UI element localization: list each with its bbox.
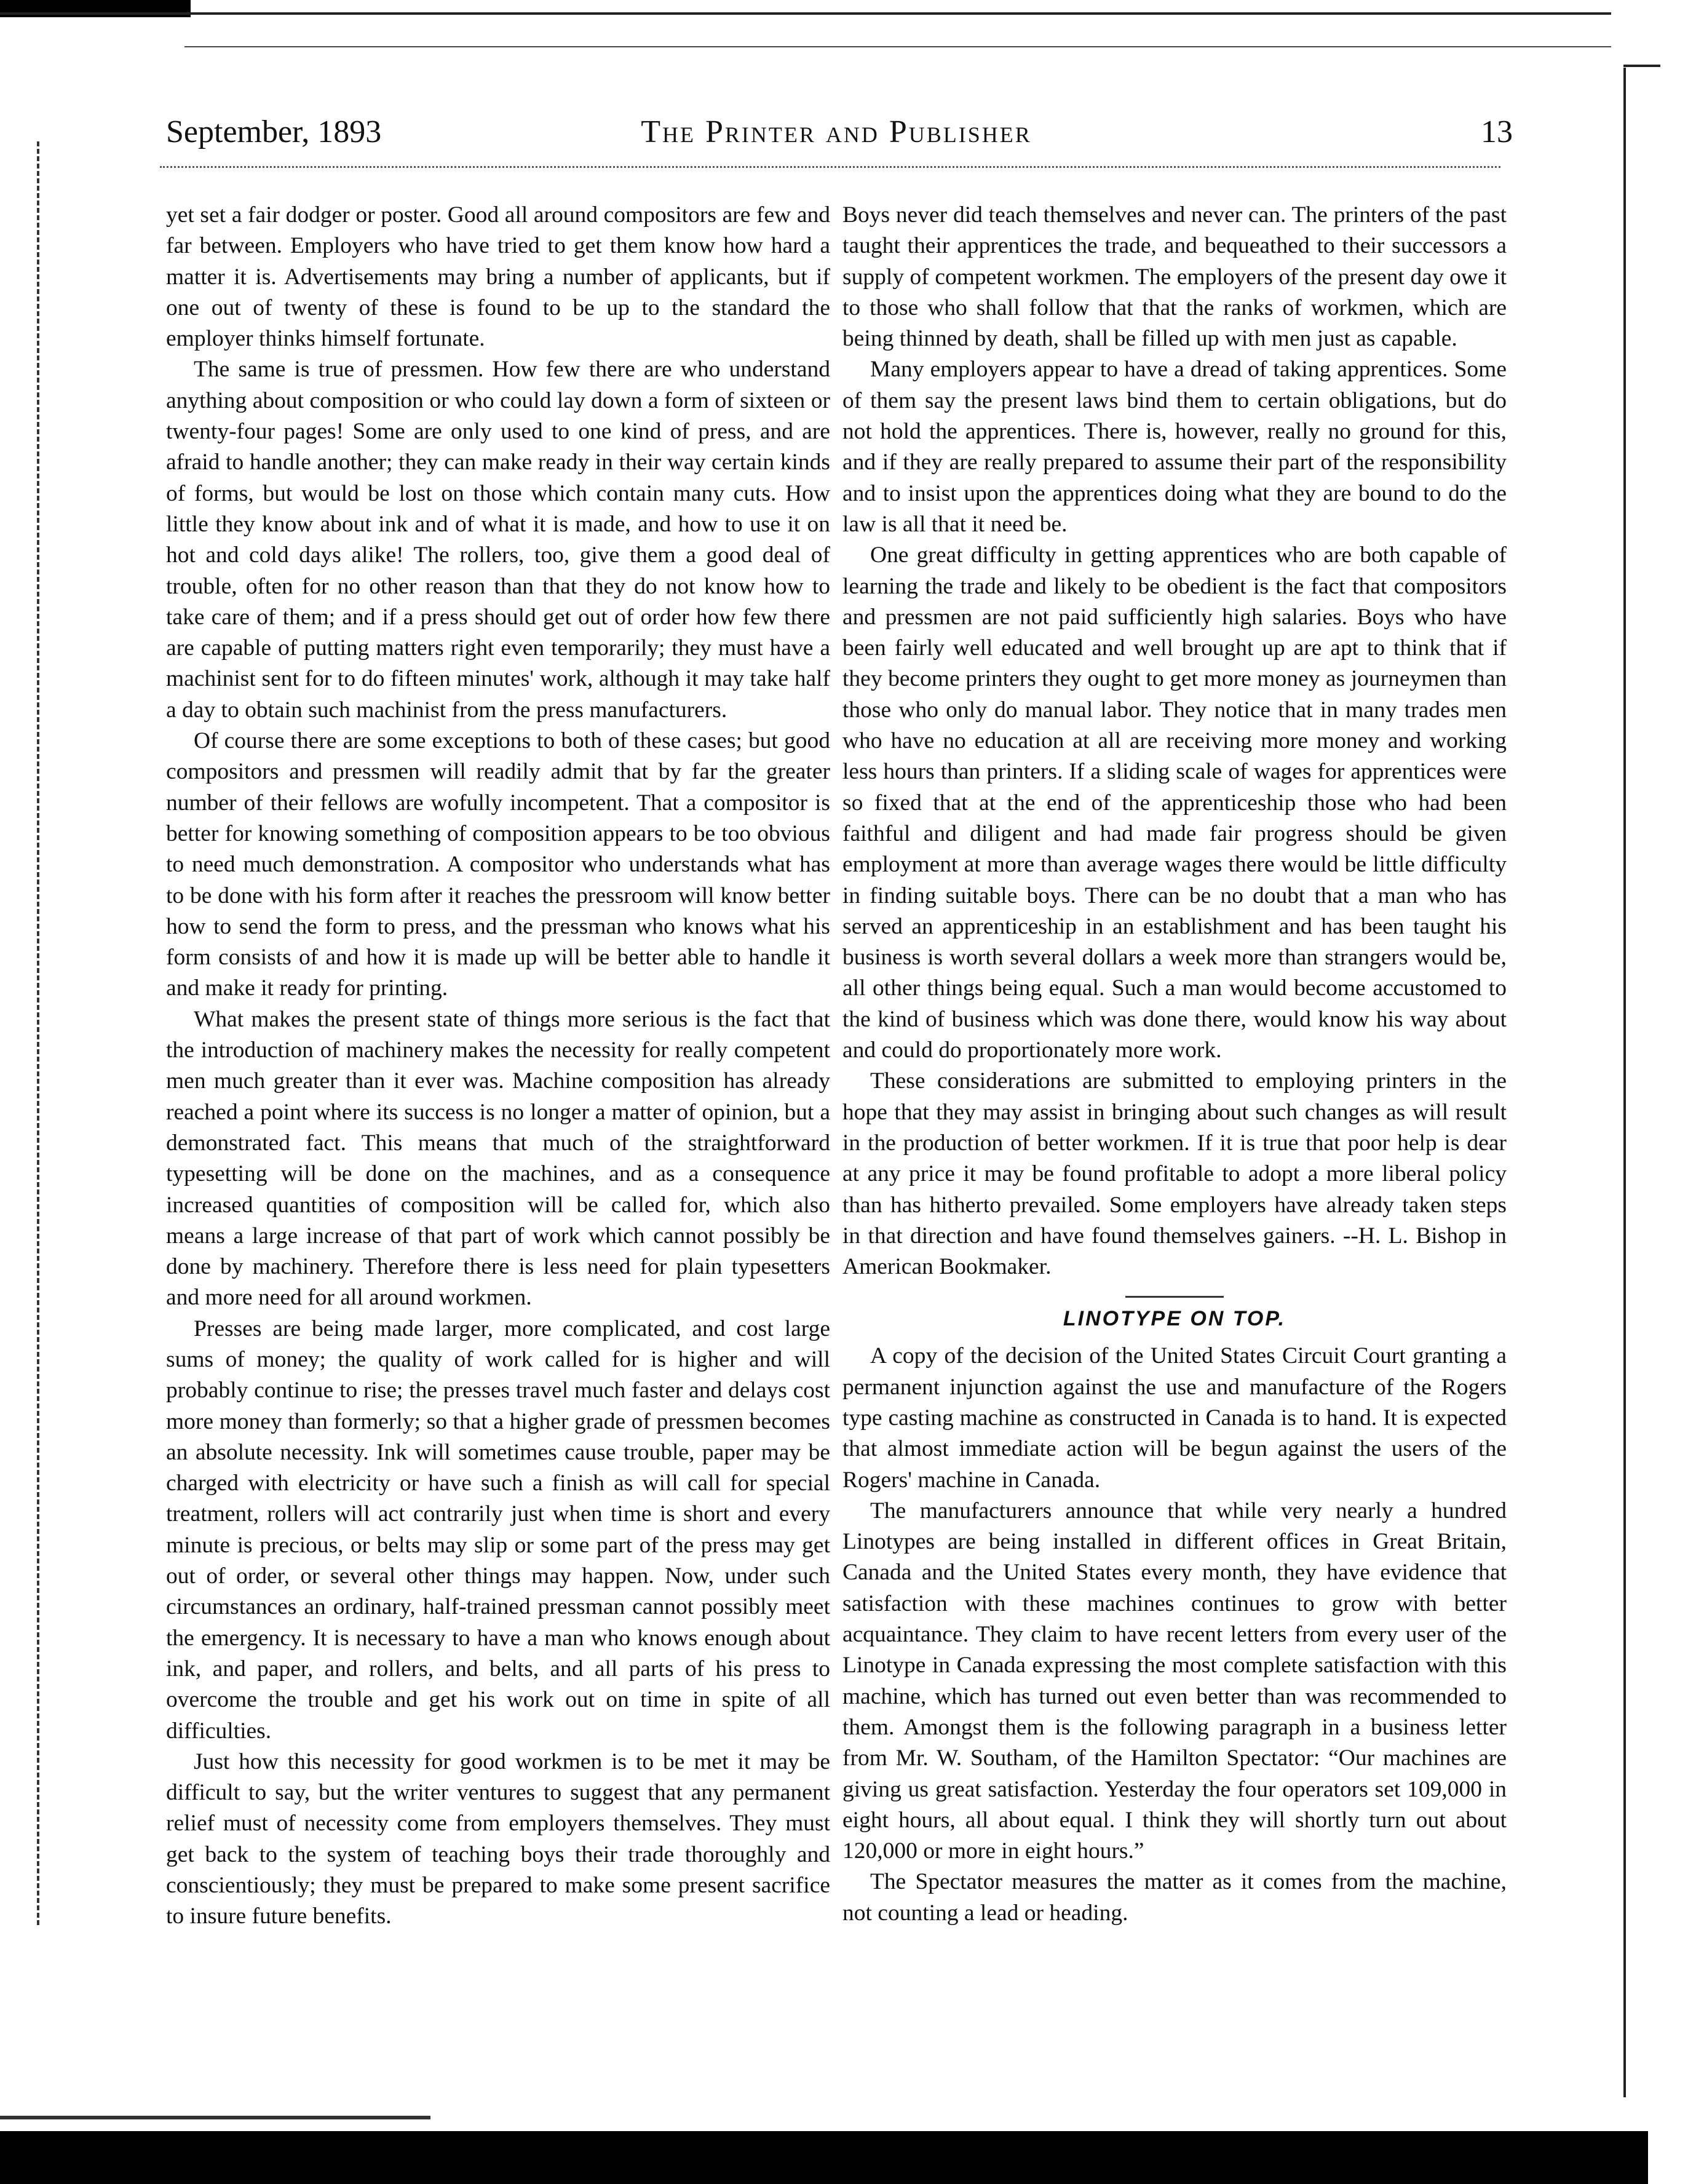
page-edge-right [1623,68,1631,2097]
page-number: 13 [1481,114,1513,149]
paragraph: The manufacturers announce that while very nearly a hundred Linotypes are being installed in different offices in Great Britain, Canada and the United States every month, they have evidence that satisfaction with these machines continues to grow with better acquaintance. They claim to have recent letters from every user of the Linotype in Canada expressing the most complete satisfaction with this machine, which has turned out even better than was recommended to them. Amongst them is the following paragraph in a business letter from Mr. W. Southam, of the Hamilton Spectator: “Our machines are giving us great satisfaction. Yesterday the four operators set 109,000 in eight hours, all about equal. I think they will shortly turn out about 120,000 or more in eight hours.” [842,1498,1507,1864]
running-head [160,114,1513,163]
paragraph: What makes the present state of things more serious is the fact that the introduction of machinery makes the necessity for really competent men much greater than it ever was. Machine composition has already reached a point where its success is no longer a matter of opinion, but a demonstrated fact. This means that much of the straightforward typesetting will be done on the machines, and as a consequence increased quantities of composition will be called for, which also means a large increase of that part of work which cannot possibly be done by machinery. Therefore there is less need for plain typesetters and more need for all around workmen. [166,1006,830,1311]
section-heading: LINOTYPE ON TOP. [1063,1307,1286,1331]
article-column-right [842,200,1507,1929]
scan-line-top-secondary [184,46,1611,47]
paragraph: One great difficulty in getting apprentices who are both capable of learning the trade and likely to be obedient is the fact that compositors and pressmen are not paid sufficiently high salaries. Boys who have been fairly well educated and well brought up are apt to think that if they become printers they ought to get more money as journeymen than those who only do manual labor. They notice that in many trades men who have no education at all are receiving more money and working less hours than printers. If a sliding scale of wages for apprentices were so fixed that at the end of the apprenticeship those who had been faithful and diligent and had made fair progress should be given employment at more than average wages there would be little difficulty in finding suitable boys. There can be no doubt that a man who has served an apprenticeship in an establishment and has been taught his business is worth several dollars a week more than strangers would be, all other things being equal. Such a man would become accustomed to the kind of business which was done there, would know his way about and could do proportionately more work. [842,542,1507,1063]
paragraph: The Spectator measures the matter as it comes from the machine, not counting a lead or heading. [842,1869,1507,1926]
paragraph: yet set a fair dodger or poster. Good all around compositors are few and far between. Employers who have tried to get them know how hard a matter it is. Advertisements may bring a number of applicants, but if one out of twenty of these is found to be up to the standard the employer thinks himself fortunate. [166,202,830,352]
page-edge-left [37,141,44,1925]
publication-title: The Printer and Publisher [641,114,1032,149]
article-column-left [166,200,830,1932]
paragraph: These considerations are submitted to employing printers in the hope that they may assist in bringing about such changes as will result in the production of better workmen. If it is true that poor help is dear at any price it may be found profitable to adopt a more liberal policy than has hitherto prevailed. Some employers have already taken steps in that direction and have found themselves gainers. --H. L. Bishop in American Bookmaker. [842,1068,1507,1280]
scan-edge-bottom [0,2131,1648,2184]
issue-date: September, 1893 [166,114,382,149]
header-rule [160,166,1500,168]
scan-line-top [0,12,1611,15]
section-divider [1125,1296,1224,1298]
paragraph: A copy of the decision of the United States Circuit Court granting a permanent injunction against the use and manufacture of the Rogers type casting machine as constructed in Canada is to hand. It is expected that almost immediate action will be begun against the users of the Rogers' machine in Canada. [842,1343,1507,1493]
paragraph: The same is true of pressmen. How few there are who understand anything about composition or who could lay down a form of sixteen or twenty-four pages! Some are only used to one kind of press, and are afraid to handle another; they can make ready in their way certain kinds of forms, but would be lost on those which contain many cuts. How little they know about ink and of what it is made, and how to use it on hot and cold days alike! The rollers, too, give them a good deal of trouble, often for no other reason than that they do not know how to take care of them; and if a press should get out of order how few there are capable of putting matters right even temporarily; they must have a machinist sent for to do fifteen minutes' work, although it may take half a day to obtain such machinist from the press manufacturers. [166,357,830,723]
paragraph: Of course there are some exceptions to both of these cases; but good compositors and pressmen will readily admit that by far the greater number of their fellows are wofully incompetent. That a compositor is better for knowing something of composition appears to be too obvious to need much demonstration. A compositor who understands what has to be done with his form after it reaches the pressroom will know better how to send the form to press, and the pressman who knows what his form consists of and how it is made up will be better able to handle it and make it ready for printing. [166,728,830,1001]
scan-line-bottom [0,2116,430,2119]
paragraph: Presses are being made larger, more complicated, and cost large sums of money; the quality of work called for is higher and will probably continue to rise; the presses travel much faster and delays cost more money than formerly; so that a higher grade of pressmen becomes an absolute necessity. Ink will sometimes cause trouble, paper may be charged with electricity or have such a finish as will call for special treatment, rollers will act contrarily just when time is short and every minute is precious, or belts may slip or some part of the press may get out of order, or several other things may happen. Now, under such circumstances an ordinary, half-trained pressman cannot possibly meet the emergency. It is necessary to have a man who knows enough about ink, and paper, and rollers, and belts, and all parts of his press to overcome the trouble and get his work out on time in spite of all difficulties. [166,1316,830,1744]
paragraph: Boys never did teach themselves and never can. The printers of the past taught their apprentices the trade, and bequeathed to their successors a supply of competent workmen. The employers of the present day owe it to those who shall follow that that the ranks of workmen, which are being thinned by death, shall be filled up with men just as capable. [842,202,1507,352]
page-edge-right-top [1623,65,1660,67]
paragraph: Many employers appear to have a dread of taking apprentices. Some of them say the present laws bind them to certain obligations, but do not hold the apprentices. There is, however, really no ground for this, and if they are really prepared to assume their part of the responsibility and to insist upon the apprentices doing what they are bound to do the law is all that it need be. [842,357,1507,537]
paragraph: Just how this necessity for good workmen is to be met it may be difficult to say, but the writer ventures to suggest that any permanent relief must of necessity come from employers themselves. They must get back to the system of teaching boys their trade thoroughly and conscientiously; they must be prepared to make some present sacrifice to insure future benefits. [166,1749,830,1929]
